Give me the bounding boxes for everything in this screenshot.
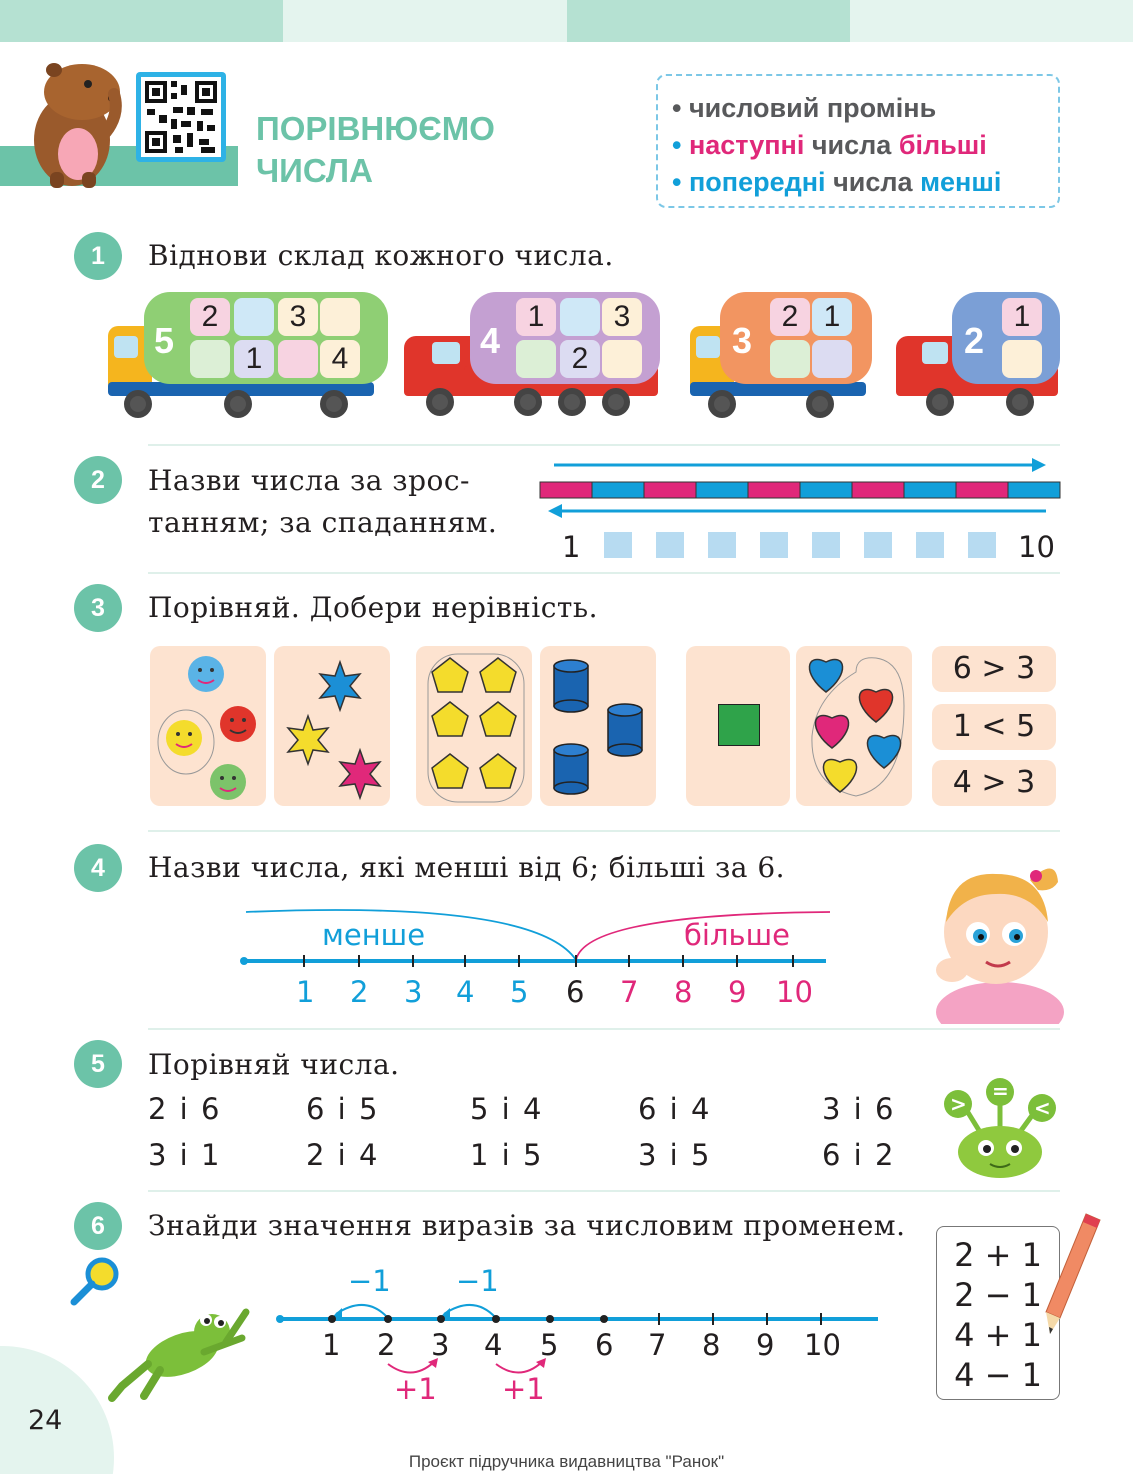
inequality-card[interactable]: 6 > 3 bbox=[932, 646, 1056, 692]
truck-number: 5 bbox=[154, 320, 175, 361]
task-6-text: Знайди значення виразів за числовим променем. bbox=[148, 1209, 906, 1242]
tick-label: 1 bbox=[296, 975, 315, 1009]
cell[interactable]: 2 bbox=[560, 340, 600, 378]
less-sign-icon: < bbox=[1034, 1096, 1051, 1120]
cell[interactable] bbox=[812, 340, 852, 378]
task-2-text bbox=[148, 460, 497, 544]
wheel bbox=[558, 388, 586, 416]
cell[interactable] bbox=[602, 340, 642, 378]
more-label: більше bbox=[684, 918, 790, 952]
wheel bbox=[224, 390, 252, 418]
keyword-next: наступні bbox=[688, 130, 805, 160]
cell[interactable] bbox=[190, 340, 230, 378]
inequality-card[interactable]: 4 > 3 bbox=[932, 760, 1056, 806]
tick-label: 9 bbox=[756, 1328, 775, 1362]
cell[interactable]: 2 bbox=[190, 298, 230, 336]
truck-window bbox=[432, 342, 460, 364]
keyword-number-ray: числовий промінь bbox=[688, 93, 937, 123]
tick-label: 10 bbox=[804, 1328, 841, 1362]
smileys-group bbox=[150, 646, 266, 806]
wheel bbox=[806, 390, 834, 418]
task-2-text-line-2: танням; за спаданням. bbox=[148, 506, 498, 539]
keyword-row-3 bbox=[672, 164, 1058, 201]
cell[interactable] bbox=[516, 340, 556, 378]
tick-label: 9 bbox=[728, 975, 747, 1009]
equals-sign-icon: = bbox=[992, 1079, 1009, 1103]
bullet: • bbox=[672, 130, 682, 160]
compare-pair: 3 і 6 bbox=[822, 1092, 896, 1126]
compare-pair: 2 і 4 bbox=[306, 1138, 380, 1172]
tick-label: 2 bbox=[350, 975, 369, 1009]
cell[interactable]: 1 bbox=[1002, 298, 1042, 336]
expression: 2 + 1 bbox=[954, 1236, 1042, 1274]
compare-pair: 3 і 1 bbox=[148, 1138, 222, 1172]
truck-5 bbox=[106, 292, 390, 420]
tick-label: 5 bbox=[540, 1328, 559, 1362]
compare-pair: 6 і 2 bbox=[822, 1138, 896, 1172]
cylinders-group bbox=[540, 646, 656, 806]
compare-pair: 2 і 6 bbox=[148, 1092, 222, 1126]
truck-number: 2 bbox=[964, 320, 985, 361]
wheel bbox=[320, 390, 348, 418]
keyword-less: менші bbox=[920, 167, 1002, 197]
task-5-number: 5 bbox=[74, 1040, 122, 1088]
tick-label: 6 bbox=[566, 975, 585, 1009]
tick-label: 1 bbox=[322, 1328, 341, 1362]
blank-square[interactable] bbox=[812, 532, 840, 558]
top-bar-segment-4 bbox=[850, 0, 1133, 42]
qr-code-icon bbox=[141, 77, 221, 157]
keywords-box bbox=[656, 74, 1060, 208]
pencil-icon bbox=[1042, 1210, 1104, 1336]
cell[interactable] bbox=[278, 340, 318, 378]
tick-label: 3 bbox=[404, 975, 423, 1009]
cell[interactable] bbox=[320, 298, 360, 336]
truck-3 bbox=[688, 292, 878, 420]
greater-sign-icon: > bbox=[950, 1092, 967, 1116]
separator bbox=[148, 1028, 1060, 1030]
keyword-numbers: числа bbox=[833, 167, 913, 197]
task-1-number: 1 bbox=[74, 232, 122, 280]
page-number: 24 bbox=[28, 1405, 63, 1436]
task-1-text: Віднови склад кожного числа. bbox=[148, 239, 614, 272]
truck-number: 4 bbox=[480, 320, 501, 361]
green-square bbox=[718, 704, 760, 746]
task-5-text: Порівняй числа. bbox=[148, 1048, 400, 1081]
tick-label: 4 bbox=[456, 975, 475, 1009]
top-bar-segment-2 bbox=[283, 0, 567, 42]
truck-2 bbox=[896, 292, 1062, 420]
hearts-group bbox=[796, 646, 912, 806]
compare-pair: 6 і 4 bbox=[638, 1092, 712, 1126]
cell[interactable] bbox=[1002, 340, 1042, 378]
keyword-row-2 bbox=[672, 127, 1058, 164]
qr-code[interactable] bbox=[136, 72, 226, 162]
tick-label: 7 bbox=[648, 1328, 667, 1362]
separator bbox=[148, 830, 1060, 832]
strip-end-number: 10 bbox=[1018, 530, 1055, 564]
wheel bbox=[124, 390, 152, 418]
cell[interactable] bbox=[770, 340, 810, 378]
keyword-greater: більші bbox=[898, 130, 987, 160]
top-bar-segment-3 bbox=[567, 0, 850, 42]
footer-text: Проєкт підручника видавництва "Ранок" bbox=[408, 1452, 725, 1471]
compare-pair: 1 і 5 bbox=[470, 1138, 544, 1172]
tick-label: 5 bbox=[510, 975, 529, 1009]
page-title-line-2: ЧИСЛА bbox=[256, 152, 373, 189]
expression: 4 − 1 bbox=[954, 1356, 1042, 1394]
cell[interactable] bbox=[234, 298, 274, 336]
tick-label: 8 bbox=[674, 975, 693, 1009]
inequality-card[interactable]: 1 < 5 bbox=[932, 704, 1056, 750]
blank-square[interactable] bbox=[708, 532, 736, 558]
tick-label: 3 bbox=[431, 1328, 450, 1362]
cell[interactable]: 1 bbox=[234, 340, 274, 378]
expression: 4 + 1 bbox=[954, 1316, 1042, 1354]
less-label: менше bbox=[322, 918, 426, 952]
minus-one-label: −1 bbox=[348, 1264, 391, 1298]
cell[interactable]: 1 bbox=[812, 298, 852, 336]
task-3-number: 3 bbox=[74, 584, 122, 632]
page-title bbox=[256, 108, 495, 192]
wheel bbox=[926, 388, 954, 416]
bullet: • bbox=[672, 93, 682, 123]
blank-square[interactable] bbox=[760, 532, 788, 558]
compare-pair: 3 і 5 bbox=[638, 1138, 712, 1172]
tick-label: 6 bbox=[595, 1328, 614, 1362]
cell[interactable]: 2 bbox=[770, 298, 810, 336]
monster-illustration bbox=[936, 1076, 1064, 1180]
compare-pair: 6 і 5 bbox=[306, 1092, 380, 1126]
task-2-number: 2 bbox=[74, 456, 122, 504]
truck-number: 3 bbox=[732, 320, 753, 361]
minus-one-label: −1 bbox=[456, 1264, 499, 1298]
wheel bbox=[708, 390, 736, 418]
page-title-line-1: ПОРІВНЮЄМО bbox=[256, 110, 495, 147]
tick-label: 4 bbox=[484, 1328, 503, 1362]
girl-illustration bbox=[926, 852, 1066, 1024]
keyword-row-1 bbox=[672, 90, 1058, 127]
compare-pair: 5 і 4 bbox=[470, 1092, 544, 1126]
blank-square[interactable] bbox=[656, 532, 684, 558]
blank-square[interactable] bbox=[604, 532, 632, 558]
cell[interactable]: 1 bbox=[516, 298, 556, 336]
bullet: • bbox=[672, 167, 682, 197]
truck-window bbox=[922, 342, 948, 364]
wheel bbox=[1006, 388, 1034, 416]
truck-4 bbox=[404, 292, 662, 420]
keyword-previous: попередні bbox=[688, 167, 826, 197]
stars-group bbox=[274, 646, 390, 806]
strip-start-number: 1 bbox=[562, 530, 581, 564]
blank-square[interactable] bbox=[968, 532, 996, 558]
task-6-number: 6 bbox=[74, 1202, 122, 1250]
tick-label: 10 bbox=[776, 975, 813, 1009]
task-4-text: Назви числа, які менші від 6; більші за 6. bbox=[148, 851, 786, 884]
cell[interactable] bbox=[560, 298, 600, 336]
truck-window bbox=[696, 336, 720, 358]
task-3-text: Порівняй. Добери нерівність. bbox=[148, 591, 599, 624]
task-2-text-line-1: Назви числа за зрос- bbox=[148, 464, 471, 497]
separator bbox=[148, 572, 1060, 574]
wheel bbox=[426, 388, 454, 416]
wheel bbox=[514, 388, 542, 416]
cell[interactable]: 4 bbox=[320, 340, 360, 378]
keyword-numbers: числа bbox=[811, 130, 892, 160]
number-strip bbox=[536, 452, 1064, 524]
separator bbox=[148, 444, 1060, 446]
plus-one-label: +1 bbox=[502, 1372, 545, 1406]
number-line-hops bbox=[270, 1290, 890, 1400]
expression: 2 − 1 bbox=[954, 1276, 1042, 1314]
task-4-number: 4 bbox=[74, 844, 122, 892]
capybara-illustration bbox=[20, 54, 140, 190]
wheel bbox=[602, 388, 630, 416]
tick-label: 2 bbox=[377, 1328, 396, 1362]
truck-window bbox=[114, 336, 138, 358]
tick-label: 7 bbox=[620, 975, 639, 1009]
frog-illustration bbox=[108, 1298, 258, 1402]
tick-label: 8 bbox=[702, 1328, 721, 1362]
cell[interactable]: 3 bbox=[602, 298, 642, 336]
separator bbox=[148, 1190, 1060, 1192]
pentagons-group bbox=[416, 646, 532, 806]
plus-one-label: +1 bbox=[394, 1372, 437, 1406]
blank-square[interactable] bbox=[864, 532, 892, 558]
top-bar-segment-1 bbox=[0, 0, 283, 42]
cell[interactable]: 3 bbox=[278, 298, 318, 336]
blank-square[interactable] bbox=[916, 532, 944, 558]
